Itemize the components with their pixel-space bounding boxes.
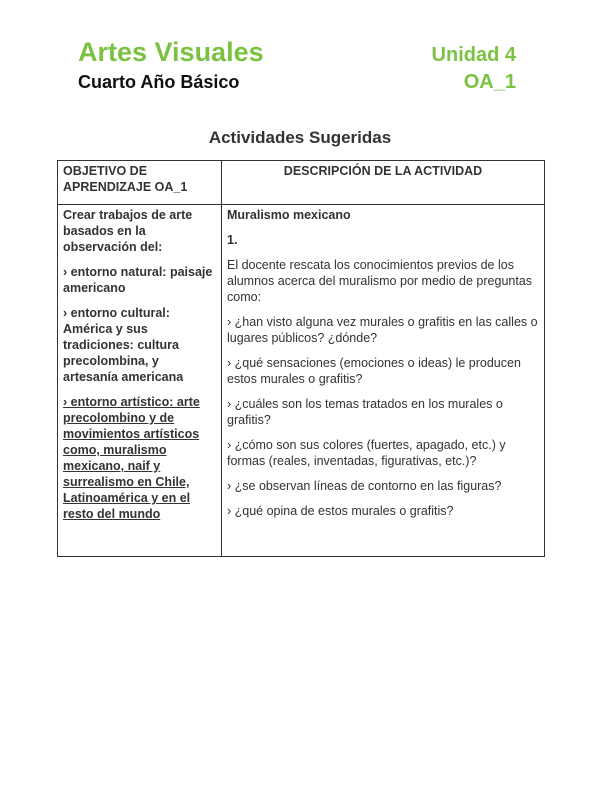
page-header — [78, 36, 516, 93]
header-bottom-row — [78, 71, 516, 93]
activity-title: Muralismo mexicano — [227, 208, 351, 222]
description-cell — [222, 205, 545, 557]
activity-number: 1. — [227, 233, 238, 247]
grade-label: Cuarto Año Básico — [78, 72, 240, 92]
objective-natural: › entorno natural: paisaje americano — [63, 265, 213, 295]
objective-cell — [58, 205, 222, 557]
oa-label: OA_1 — [463, 71, 516, 93]
question-item: › ¿qué sensaciones (emociones o ideas) le producen estos murales o grafitis? — [227, 356, 521, 386]
subject-title: Artes Visuales — [78, 37, 264, 67]
question-item: › ¿qué opina de estos murales o grafitis? — [227, 504, 454, 518]
objective-header: OBJETIVO DE APRENDIZAJE OA_1 — [58, 161, 222, 205]
table-header-row — [58, 161, 545, 205]
objective-artistic: › entorno artístico: arte precolombino y de movimientos artísticos como, muralismo mexicano, naif y surrealismo en Chile, Latinoamérica y en el resto del mundo — [63, 395, 200, 521]
activities-table — [57, 160, 545, 557]
question-item: › ¿se observan líneas de contorno en las figuras? — [227, 479, 502, 493]
header-top-row — [78, 36, 516, 71]
unit-label: Unidad 4 — [431, 44, 516, 66]
question-item: › ¿han visto alguna vez murales o grafitis en las calles o lugares públicos? ¿dónde? — [227, 315, 538, 345]
section-title: Actividades Sugeridas — [208, 128, 392, 147]
objective-cultural: › entorno cultural: América y sus tradiciones: cultura precolombina, y artesanía americana — [63, 306, 184, 384]
activity-intro: El docente rescata los conocimientos previos de los alumnos acerca del muralismo por medio de preguntas como: — [227, 258, 533, 304]
table-row — [58, 205, 545, 557]
objective-intro: Crear trabajos de arte basados en la observación del: — [63, 208, 193, 254]
description-header: DESCRIPCIÓN DE LA ACTIVIDAD — [222, 161, 545, 205]
question-item: › ¿cuáles son los temas tratados en los murales o grafitis? — [227, 397, 503, 427]
question-item: › ¿cómo son sus colores (fuertes, apagado, etc.) y formas (reales, inventadas, figurativas, etc.)? — [227, 438, 506, 468]
